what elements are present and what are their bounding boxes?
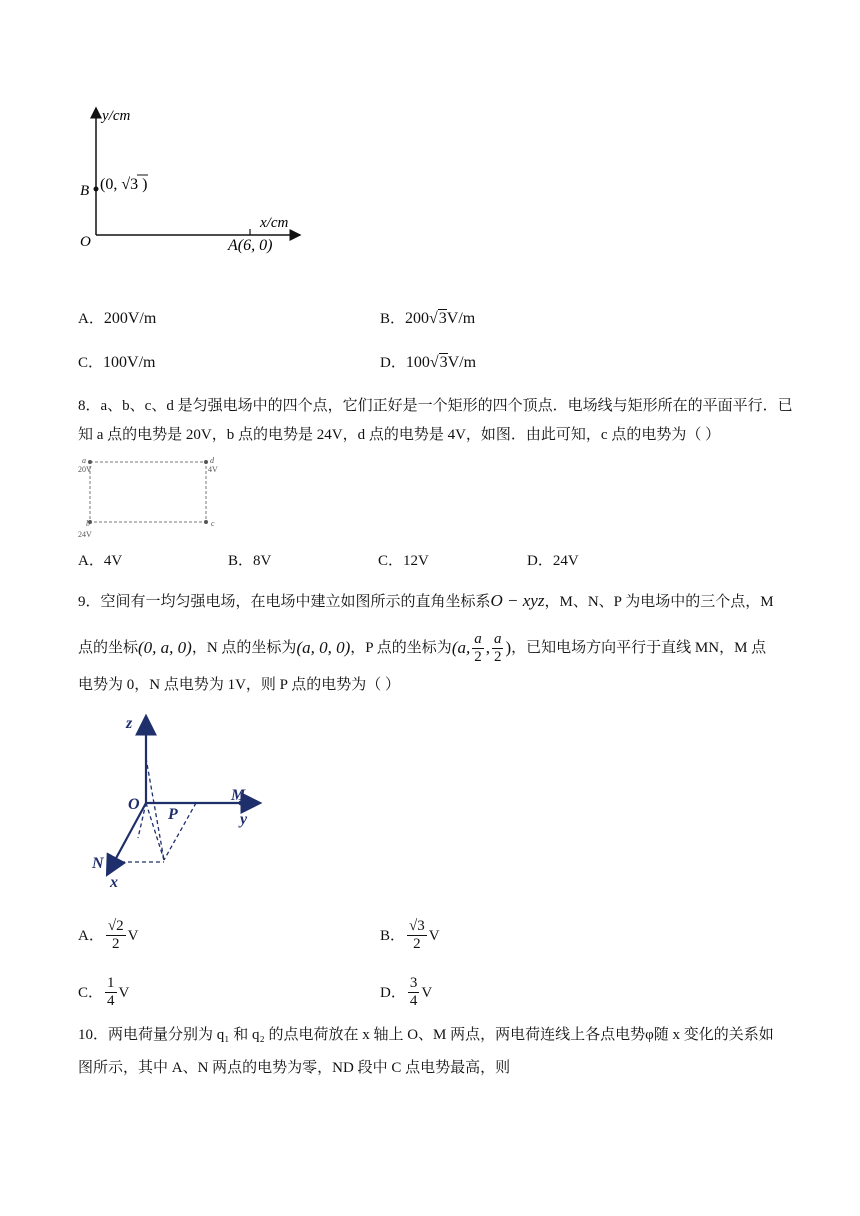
q9-option-d[interactable] xyxy=(380,975,432,1010)
q9-option-b-den: 2 xyxy=(413,936,421,952)
q9-option-b-num: √3 xyxy=(409,918,425,934)
q9-dash-z-p xyxy=(146,758,164,860)
q9-p-comma: , xyxy=(485,638,490,657)
q7-option-c[interactable] xyxy=(78,353,155,373)
q10-stem-line2: 图所示，其中 A、N 两点的电势为零，ND 段中 C 点电势最高，则 xyxy=(78,1060,511,1076)
q7-option-d-sqrt: 3 xyxy=(439,354,448,371)
q8-option-b-letter: B． xyxy=(228,553,254,569)
q8-point-d xyxy=(204,460,208,464)
q9-option-a-num: √2 xyxy=(107,918,124,934)
q9-option-c[interactable] xyxy=(78,975,129,1010)
q9-stem-line1 xyxy=(78,591,774,612)
q9-option-c-num: 1 xyxy=(107,975,115,991)
q9-option-d-unit: V xyxy=(421,984,433,1001)
q9-option-a-den: 2 xyxy=(111,936,120,952)
q8-a-label: a xyxy=(82,456,86,465)
q9-n-coord: (a, 0, 0) xyxy=(296,638,351,657)
q9-x-label: x xyxy=(110,874,118,891)
q8-option-a[interactable] xyxy=(78,551,122,571)
q8-option-a-letter: A． xyxy=(78,553,104,569)
q10-stem-line1: 10．两电荷量分别为 q₁ 和 q₂ 的点电荷放在 x 轴上 O、M 两点，两电荷连线上各点电势φ随 x 变化的关系如 xyxy=(78,1027,774,1043)
q7-option-b-pre: 200 xyxy=(405,310,430,327)
q7-option-a[interactable] xyxy=(78,309,156,329)
q8-d-label: d xyxy=(210,456,214,465)
q9-line1-post: ，M、N、P 为电场中的三个点，M xyxy=(544,594,774,610)
q9-option-c-unit: V xyxy=(118,984,130,1001)
q7-option-c-letter: C． xyxy=(78,355,104,371)
q8-a-value: 20V xyxy=(78,465,92,474)
q8-b-label: b xyxy=(86,519,90,528)
q8-point-a xyxy=(88,460,92,464)
q7-y-label: y/cm xyxy=(102,108,131,124)
q7-option-d-letter: D． xyxy=(380,355,406,371)
q7-option-d-pre: 100 xyxy=(405,354,430,371)
q9-z-label: z xyxy=(126,715,133,732)
q7-option-a-letter: A． xyxy=(78,311,104,327)
q7-figure xyxy=(70,100,310,260)
q8-figure xyxy=(74,452,224,542)
q9-option-c-letter: C． xyxy=(78,984,104,1001)
q9-point-n xyxy=(111,861,116,866)
q9-option-a-unit: V xyxy=(127,927,139,944)
q7-option-b-letter: B． xyxy=(380,311,406,327)
q8-stem-line1: 8．a、b、c、d 是匀强电场中的四个点，它们正好是一个矩形的四个顶点．电场线与矩形所在的平面平行．已 xyxy=(78,398,793,414)
q7-option-d[interactable] xyxy=(380,353,476,373)
q9-p-close: ) xyxy=(505,638,512,657)
q9-stem-line2 xyxy=(78,628,766,668)
q9-option-d-letter: D． xyxy=(380,984,406,1001)
q8-option-a-text: 4V xyxy=(103,553,123,569)
q8-point-c xyxy=(204,520,208,524)
q9-o-label: O xyxy=(128,796,140,813)
q8-option-d-letter: D． xyxy=(527,553,553,569)
q7-option-d-post: V/m xyxy=(447,354,477,371)
q9-option-c-den: 4 xyxy=(107,993,115,1009)
q9-p-open: (a, xyxy=(451,638,471,657)
q9-line2-post: ，已知电场方向平行于直线 MN，M 点 xyxy=(511,640,767,656)
q9-option-b-unit: V xyxy=(428,927,440,944)
q9-p-frac-2 xyxy=(492,631,504,666)
q9-n-label: N xyxy=(92,855,104,872)
q9-option-b-letter: B． xyxy=(380,927,406,944)
q9-line2-mid2: ，P 点的坐标为 xyxy=(350,640,452,656)
q9-line1-coord: O − xyz xyxy=(490,591,545,610)
q7-option-b-sqrt: 3 xyxy=(438,310,447,327)
q8-d-value: 4V xyxy=(208,465,218,474)
q9-dash-o-p xyxy=(146,803,164,860)
q9-option-b[interactable] xyxy=(380,918,440,953)
q8-stem-line2: 知 a 点的电势是 20V，b 点的电势是 24V，d 点的电势是 4V，如图．由此可知，c 点的电势为（ ） xyxy=(78,427,721,443)
q7-option-b-post: V/m xyxy=(446,310,476,327)
q9-y-label: y xyxy=(240,811,248,828)
q9-option-a[interactable] xyxy=(78,918,138,953)
q9-p-frac-2-num: a xyxy=(493,630,502,647)
q9-stem-line3: 电势为 0，N 点电势为 1V，则 P 点的电势为（ ） xyxy=(78,677,400,693)
q9-figure xyxy=(86,708,276,893)
q7-origin-label: O xyxy=(80,234,91,250)
q8-option-c-text: 12V xyxy=(403,553,429,569)
q9-p-label: P xyxy=(168,806,178,823)
q9-option-a-letter: A． xyxy=(78,927,104,944)
q9-line2-pre: 点的坐标 xyxy=(78,640,139,656)
q8-option-b[interactable] xyxy=(228,551,271,571)
q8-option-c-letter: C． xyxy=(378,553,404,569)
q7-b-coord: (0, √3 ) xyxy=(100,176,148,193)
q9-option-d-num: 3 xyxy=(409,975,418,991)
q9-option-c-frac xyxy=(105,975,117,1010)
q9-p-frac-1-den: 2 xyxy=(474,648,482,665)
q7-x-label: x/cm xyxy=(260,215,289,231)
q8-option-b-text: 8V xyxy=(253,553,272,569)
q8-rectangle xyxy=(90,462,206,522)
q9-m-coord: (0, a, 0) xyxy=(138,638,192,657)
q7-option-a-text: 200V/m xyxy=(103,310,157,327)
q9-line2-mid1: ，N 点的坐标为 xyxy=(191,640,297,656)
q7-option-d-radical: √ xyxy=(429,354,439,371)
q9-m-label: M xyxy=(231,787,246,804)
q8-b-value: 24V xyxy=(78,530,92,539)
q9-p-frac-1-num: a xyxy=(474,630,482,647)
q7-option-b-radical: √ xyxy=(429,310,438,327)
q7-option-c-text: 100V/m xyxy=(103,354,156,371)
q9-option-a-frac xyxy=(106,918,126,953)
q8-option-c[interactable] xyxy=(378,551,429,571)
q7-point-b xyxy=(94,187,99,192)
q9-option-b-frac xyxy=(407,918,427,953)
q7-b-label: B xyxy=(80,183,90,199)
q8-option-d[interactable] xyxy=(527,551,579,571)
q8-c-label: c xyxy=(211,519,215,528)
q9-option-d-frac xyxy=(408,975,420,1010)
q9-p-frac-2-den: 2 xyxy=(493,648,502,665)
q7-option-b[interactable] xyxy=(380,309,475,329)
q9-option-d-den: 4 xyxy=(409,993,418,1009)
q9-line1-pre: 9．空间有一均匀强电场，在电场中建立如图所示的直角坐标系 xyxy=(78,594,491,610)
q9-p-frac-1 xyxy=(472,631,484,666)
q7-a-label: A(6, 0) xyxy=(228,237,273,254)
q8-option-d-text: 24V xyxy=(552,553,579,569)
